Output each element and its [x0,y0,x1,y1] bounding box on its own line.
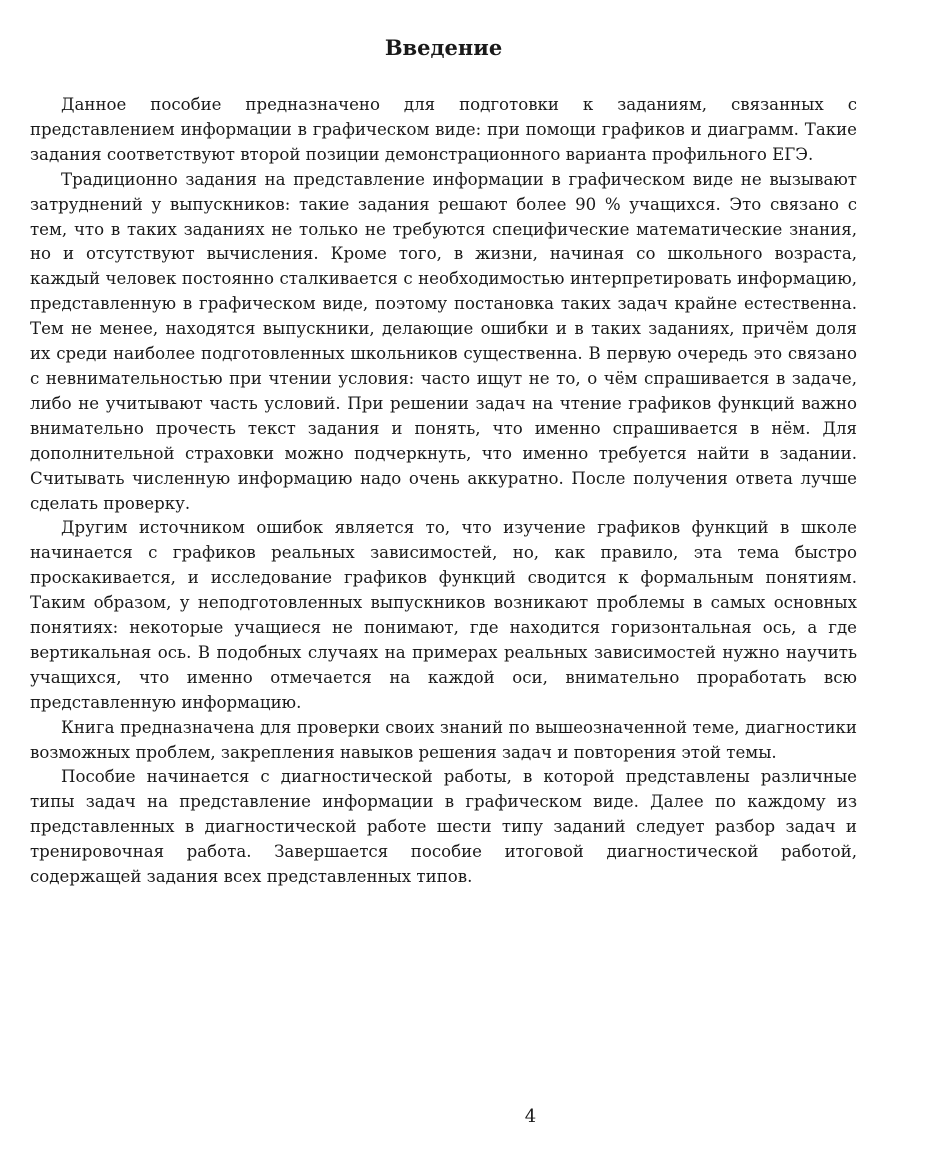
page-number: 4 [524,1106,537,1127]
paragraph-1: Данное пособие предназначено для подготовки к заданиям, связанных с представлением информации в графическом виде: при помощи графиков и диаграмм. Такие задания соответствуют второй позиции демонстрационного варианта профильного ЕГЭ. [30,95,857,164]
page-title: Введение [384,35,503,60]
paragraph-4: Книга предназначена для проверки своих знаний по вышеозначенной теме, диагностики возможных проблем, закрепления навыков решения задач и повторения этой темы. [30,717,857,762]
paragraph-2: Традиционно задания на представление информации в графическом виде не вызывают затруднений у выпускников: такие задания решают более 90 % учащихся. Это связано с тем, что в таких заданиях не только не требуются специфические математические знания, но и отсутствуют вычисления. Кроме того, в жизни, начиная со школьного возраста, каждый человек постоянно сталкивается с необходимостью интерпретировать информацию, представленную в графическом виде, поэтому постановка таких задач крайне естественна. Тем не менее, находятся выпускники, делающие ошибки и в таких заданиях, причём доля их среди наиболее подготовленных школьников существенна. В первую очередь это связано с невнимательностью при чтении условия: часто ищут не то, о чём спрашивается в задаче, либо не учитывают часть условий. При решении задач на чтение графиков функций важно внимательно прочесть текст задания и понять, что именно спрашивается в нём. Для дополнительной страховки можно подчеркнуть, что именно требуется найти в задании. Считывать численную информацию надо очень аккуратно. После получения ответа лучше сделать проверку. [30,169,857,513]
paragraph-5: Пособие начинается с диагностической работы, в которой представлены различные типы задач на представление информации в графическом виде. Далее по каждому из представленных в диагностической работе шести типу заданий следует разбор задач и тренировочная работа. Завершается пособие итоговой диагностической работой, содержащей задания всех представленных типов. [30,767,857,887]
document-page [30,0,857,1152]
body-text [30,93,857,890]
paragraph-3: Другим источником ошибок является то, что изучение графиков функций в школе начинается с графиков реальных зависимостей, но, как правило, эта тема быстро проскакивается, и исследование графиков функций сводится к формальным понятиям. Таким образом, у неподготовленных выпускников возникают проблемы в самых основных понятиях: некоторые учащиеся не понимают, где находится горизонтальная ось, а где вертикальная ось. В подобных случаях на примерах реальных зависимостей нужно научить учащихся, что именно отмечается на каждой оси, внимательно проработать всю представленную информацию. [30,518,857,712]
